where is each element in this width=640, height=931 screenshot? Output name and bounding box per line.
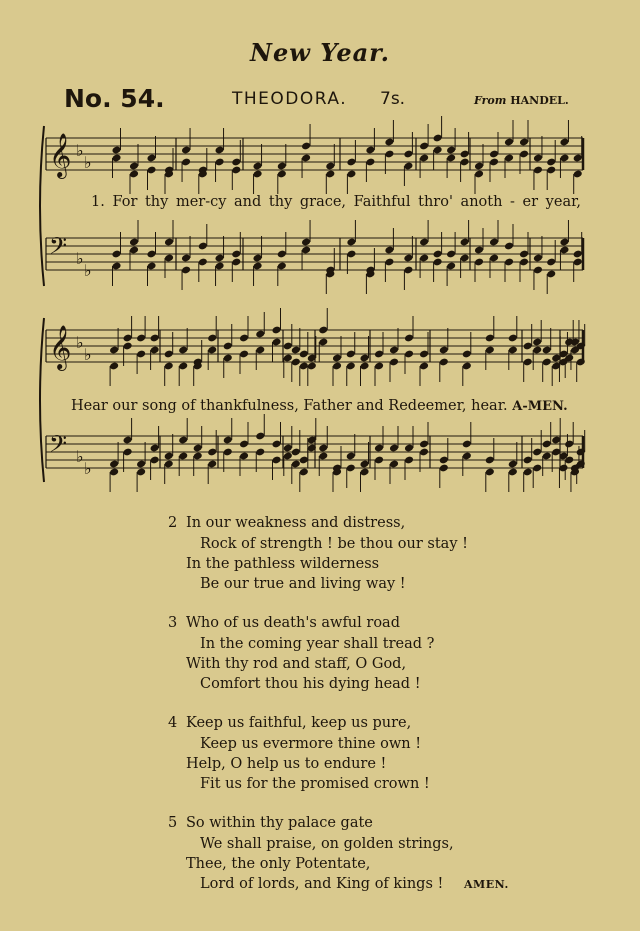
lyric-line-1: 1. For thy mer-cy and thy grace, Faithful thro' anoth - er year, xyxy=(91,194,582,210)
verse-line: With thy rod and staff, O God, xyxy=(186,656,407,672)
tune-name: THEODORA. xyxy=(232,89,348,109)
verse-line: Be our true and living way ! xyxy=(200,576,406,592)
flat-icon: ♭ xyxy=(84,345,92,364)
page-title: New Year. xyxy=(250,38,390,67)
verse-line: So within thy palace gate xyxy=(186,815,373,831)
composer-prefix: From xyxy=(474,94,507,107)
verse-number: 4 xyxy=(168,715,178,731)
system-brace xyxy=(40,318,44,482)
verse-line: In the pathless wilderness xyxy=(186,556,380,572)
treble-staff-2 xyxy=(46,308,586,386)
verse-number: 2 xyxy=(168,515,178,531)
system-brace xyxy=(40,126,44,286)
flat-icon: ♭ xyxy=(84,153,92,172)
verse-number: 3 xyxy=(168,615,178,631)
bass-clef-icon: 𝄢 xyxy=(49,430,68,463)
flat-icon: ♭ xyxy=(76,333,84,352)
flat-icon: ♭ xyxy=(84,261,92,280)
verse-line: Lord of lords, and King of kings ! xyxy=(200,876,444,892)
bass-clef-icon: 𝄢 xyxy=(49,232,68,265)
verse-line: We shall praise, on golden strings, xyxy=(200,836,454,852)
verse-line: Keep us faithful, keep us pure, xyxy=(186,715,412,731)
verse-line: Thee, the only Potentate, xyxy=(186,856,371,872)
treble-clef-icon: 𝄞 xyxy=(49,325,72,369)
amen-label: A-MEN. xyxy=(512,399,568,414)
flat-icon: ♭ xyxy=(76,249,84,268)
final-amen: AMEN. xyxy=(464,878,509,891)
verse-line: In the coming year shall tread ? xyxy=(200,636,435,652)
verse-line: Keep us evermore thine own ! xyxy=(200,736,422,752)
treble-clef-icon: 𝄞 xyxy=(49,133,72,177)
flat-icon: ♭ xyxy=(76,141,84,160)
hymn-number: No. 54. xyxy=(64,84,165,113)
flat-icon: ♭ xyxy=(84,459,92,478)
composer-name: HANDEL. xyxy=(510,94,569,107)
verse-line: Comfort thou his dying head ! xyxy=(200,676,421,692)
flat-icon: ♭ xyxy=(76,447,84,466)
verse-line: In our weakness and distress, xyxy=(186,515,406,531)
bass-staff-2 xyxy=(46,414,586,492)
meter: 7s. xyxy=(380,89,406,109)
lyric-line-2 xyxy=(71,398,568,414)
verse-line: Rock of strength ! be thou our stay ! xyxy=(200,536,468,552)
bass-staff-1 xyxy=(46,220,583,294)
treble-staff-1 xyxy=(46,116,583,194)
verse-number: 5 xyxy=(168,815,178,831)
verse-line: Help, O help us to endure ! xyxy=(186,756,387,772)
verse-line: Who of us death's awful road xyxy=(186,615,400,631)
verse-line: Fit us for the promised crown ! xyxy=(200,776,430,792)
lyric-line-2-text: Hear our song of thankfulness, Father and Redeemer, hear. xyxy=(71,398,508,414)
